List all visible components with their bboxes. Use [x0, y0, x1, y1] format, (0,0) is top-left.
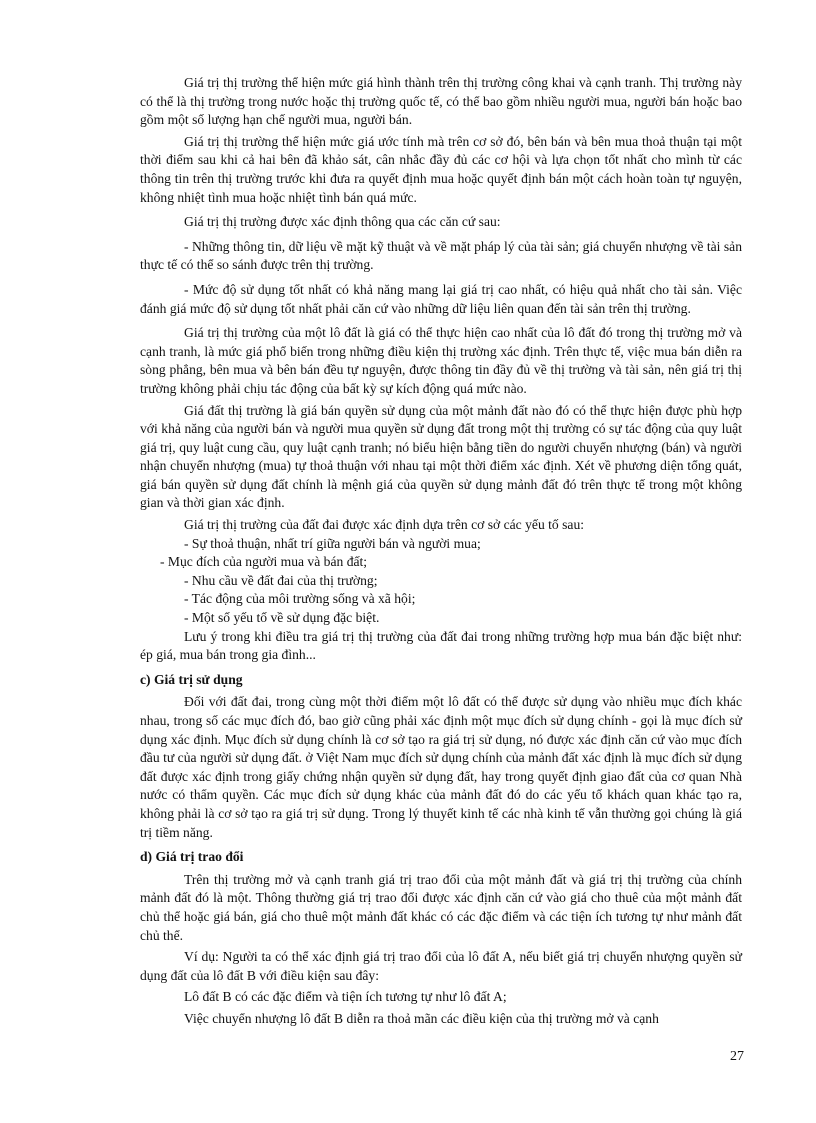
- section-heading-use-value: c) Giá trị sử dụng: [140, 671, 243, 687]
- list-item-purpose: - Mục đích của người mua và bán đất;: [160, 554, 368, 570]
- paragraph-land-lot-market-value: Giá trị thị trường của một lô đất là giá có thể thực hiện cao nhất của lô đất đó trong thị trường mở và cạnh tranh, là mức giá phổ biến trong những điều kiện thị trường xác định. Trên thực tế, việc mua bán diễn ra sòng phẳng, bên mua và bên bán đều tự nguyện, được thông tin đầy đủ về thị trường và tài sản, nên giá trị thị trường không phải chịu tác động của bất kỳ sự kích động quá mức nào.: [140, 325, 742, 396]
- paragraph-market-value-estimate: Giá trị thị trường thể hiện mức giá ước tính mà trên cơ sở đó, bên bán và bên mua thoả thuận tại một thời điểm sau khi cả hai bên đã khảo sát, cân nhắc đầy đủ các cơ hội và lựa chọn tốt nhất cho mình từ các thông tin trên thị trường trước khi đưa ra quyết định mua hoặc quyết định bán một cách hoàn toàn tự nguyện, không nhiệt tình mua hoặc nhiệt tình bán quá mức.: [140, 133, 742, 205]
- list-item-demand: - Nhu cầu về đất đai của thị trường;: [184, 572, 378, 588]
- page-number: 27: [730, 1049, 744, 1064]
- paragraph-basis-technical-legal: - Những thông tin, dữ liệu về mặt kỹ thuật và về mặt pháp lý của tài sản; giá chuyển nhượng về tài sản thực tế có thể so sánh được trên thị trường.: [140, 238, 742, 273]
- paragraph-use-value: Đối với đất đai, trong cùng một thời điểm một lô đất có thể được sử dụng vào nhiều mục đích khác nhau, trong số các mục đích đó, bao giờ cũng phải xác định một mục đích sử dụng chính - gọi là mục đích sử dụng xác định. Mục đích sử dụng chính là cơ sở tạo ra giá trị sử dụng, nó được xác định căn cứ vào mục đích đầu tư của người sử dụng đất. ở Việt Nam mục đích sử dụng chính của mảnh đất xác định là mục đích sử dụng đất được xác định trong giấy chứng nhận quyền sử dụng đất, hay trong quyết định giao đất của cơ quan Nhà nước có thẩm quyền. Các mục đích sử dụng khác của mảnh đất đó do các yếu tố khách quan khác tạo ra, không phải là cơ sở tạo ra giá trị sử dụng. Trong lý thuyết kinh tế các nhà kinh tế vẫn thường gọi chúng là giá trị tiềm năng.: [140, 694, 742, 840]
- paragraph-land-value-factors-intro: Giá trị thị trường của đất đai được xác định dựa trên cơ sở các yếu tố sau:: [184, 517, 585, 533]
- paragraph-land-market-price: Giá đất thị trường là giá bán quyền sử dụng của một mảnh đất nào đó có thể thực hiện được phù hợp với khả năng của người bán và người mua quyền sử dụng đất trong một thị trường có sự tác động của quy luật giá trị, quy luật cung cầu, quy luật cạnh tranh; nó biểu hiện bằng tiền do người chuyển nhượng (bán) và người nhận chuyển nhượng (mua) tự thoả thuận với nhau tại một thời điểm xác định. Xét về phương diện tổng quát, giá bán quyền sử dụng đất chính là mệnh giá của quyền sử dụng mảnh đất đó trên thực tế trong một không gian và thời gian xác định.: [140, 402, 742, 511]
- paragraph-special-cases-note: Lưu ý trong khi điều tra giá trị thị trường của đất đai trong những trường hợp mua bán đặc biệt như: ép giá, mua bán trong gia đình...: [140, 628, 742, 663]
- list-item-special-use: - Một số yếu tố về sử dụng đặc biệt.: [184, 610, 380, 626]
- section-heading-exchange-value: d) Giá trị trao đổi: [140, 849, 244, 865]
- paragraph-lot-b-transfer: Việc chuyển nhượng lô đất B diễn ra thoả mãn các điều kiện của thị trường mở và cạnh: [184, 1010, 659, 1026]
- paragraph-exchange-value: Trên thị trường mở và cạnh tranh giá trị trao đổi của một mảnh đất và giá trị thị trường của chính mảnh đất đó là một. Thông thường giá trị trao đổi được xác định căn cứ vào giá cho thuê của một mảnh đất chủ thể hoặc giá bán, giá cho thuê một mảnh đất khác có các đặc điểm và các tiện ích tương tự như mảnh đất chủ thể.: [140, 871, 742, 943]
- document-page: [140, 74, 742, 1032]
- paragraph-market-value-definition: Giá trị thị trường thể hiện mức giá hình thành trên thị trường công khai và cạnh tranh. Thị trường này có thể là thị trường trong nước hoặc thị trường quốc tế, có thể bao gồm nhiều người mua, người bán hoặc bao gồm một số lượng hạn chế người mua, người bán.: [140, 75, 742, 128]
- list-item-environment: - Tác động của môi trường sống và xã hội;: [184, 591, 416, 607]
- paragraph-example: Ví dụ: Người ta có thể xác định giá trị trao đổi của lô đất A, nếu biết giá trị chuyển nhượng quyền sử dụng đất của lô đất B với điều kiện sau đây:: [140, 949, 742, 983]
- paragraph-basis-best-use: - Mức độ sử dụng tốt nhất có khả năng mang lại giá trị cao nhất, có hiệu quả nhất cho tài sản. Việc đánh giá mức độ sử dụng tốt nhất phải căn cứ vào những dữ liệu liên quan đến tài sản trên thị trường.: [140, 281, 742, 316]
- paragraph-lot-b-features: Lô đất B có các đặc điểm và tiện ích tương tự như lô đất A;: [184, 989, 507, 1005]
- paragraph-market-value-basis-intro: Giá trị thị trường được xác định thông qua các căn cứ sau:: [184, 214, 501, 230]
- list-item-agreement: - Sự thoả thuận, nhất trí giữa người bán và người mua;: [184, 535, 481, 551]
